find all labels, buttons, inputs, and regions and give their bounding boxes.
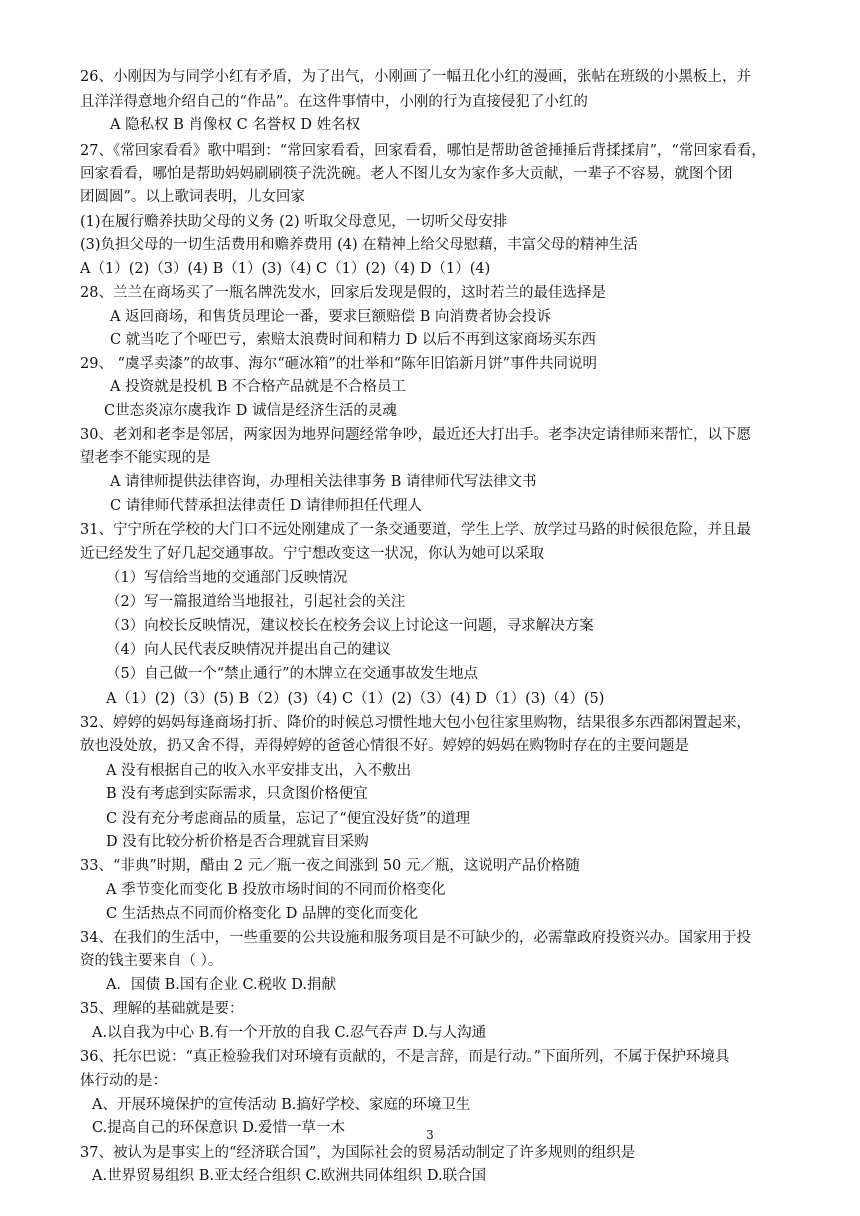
text-line: 团圆圆”。以上歌词表明，儿女回家 xyxy=(80,189,305,205)
text-line: 望老李不能实现的是 xyxy=(80,450,211,466)
text-line: A 返回商场，和售货员理论一番，要求巨额赔偿 B 向消费者协会投诉 xyxy=(110,309,551,325)
text-line: 30、老刘和老李是邻居，两家因为地界问题经常争吵，最近还大打出手。老李决定请律师来帮忙，以下愿 xyxy=(80,427,751,443)
text-line: A 投资就是投机 B 不合格产品就是不合格员工 xyxy=(110,379,406,395)
text-line: 26、小刚因为与同学小红有矛盾，为了出气，小刚画了一幅丑化小红的漫画，张帖在班级的小黑板上，并 xyxy=(80,69,751,85)
text-line: （4）向人民代表反映情况并提出自己的建议 xyxy=(106,642,391,658)
text-line: C 就当吃了个哑巴亏，索赔太浪费时间和精力 D 以后不再到这家商场买东西 xyxy=(110,332,597,348)
text-line: 33、“非典”时期，醋由 2 元／瓶一夜之间涨到 50 元／瓶，这说明产品价格随 xyxy=(80,858,580,874)
text-line: 资的钱主要来自（ ）。 xyxy=(80,953,223,969)
text-line: D 没有比较分析价格是否合理就盲目采购 xyxy=(106,834,369,850)
text-line: 近已经发生了好几起交通事故。宁宁想改变这一状况，你认为她可以采取 xyxy=(80,546,544,562)
text-line: 36、托尔巴说：“真正检验我们对环境有贡献的，不是言辞，而是行动。”下面所列，不属于保护环境具 xyxy=(80,1049,730,1065)
text-line: A、开展环境保护的宣传活动 B.搞好学校、家庭的环境卫生 xyxy=(92,1097,471,1113)
text-line: C 请律师代替承担法律责任 D 请律师担任代理人 xyxy=(110,498,423,514)
text-line: A.以自我为中心 B.有一个开放的自我 C.忍气吞声 D.与人沟通 xyxy=(92,1025,487,1041)
text-line: 27、《常回家看看》歌中唱到：“常回家看看，回家看看，哪怕是帮助爸爸捶捶后背揉揉肩”，“常回家看看， xyxy=(80,143,766,159)
text-line: (3)负担父母的一切生活费用和赡养费用 (4) 在精神上给父母慰藉，丰富父母的精神生活 xyxy=(80,237,638,253)
text-line: （5）自己做一个“禁止通行”的木牌立在交通事故发生地点 xyxy=(106,666,479,682)
text-line: C 生活热点不同而价格变化 D 品牌的变化而变化 xyxy=(106,906,419,922)
text-line: （3）向校长反映情况，建议校长在校务会议上讨论这一问题，寻求解决方案 xyxy=(106,618,594,634)
text-line: C.提高自己的环保意识 D.爱惜一草一木 xyxy=(92,1120,346,1136)
text-line: A 季节变化而变化 B 投放市场时间的不同而价格变化 xyxy=(106,882,446,898)
text-line: A 没有根据自己的收入水平安排支出，入不敷出 xyxy=(106,763,412,779)
text-line: A．国债 B.国有企业 C.税收 D.捐献 xyxy=(106,977,336,993)
text-line: A.世界贸易组织 B.亚太经合组织 C.欧洲共同体组织 D.联合国 xyxy=(92,1168,487,1184)
text-line: 体行动的是： xyxy=(80,1073,167,1089)
text-line: 37、被认为是事实上的“经济联合国”，为国际社会的贸易活动制定了许多规则的组织是 xyxy=(80,1145,636,1161)
text-line: 29、 “虞孚卖漆”的故事、海尔“砸冰箱”的壮举和“陈年旧馅新月饼”事件共同说明 xyxy=(80,356,598,372)
page-number: 3 xyxy=(426,1128,434,1142)
text-line: A 隐私权 B 肖像权 C 名誉权 D 姓名权 xyxy=(110,117,361,133)
text-line: A 请律师提供法律咨询，办理相关法律事务 B 请律师代写法律文书 xyxy=(110,474,537,490)
text-line: 34、在我们的生活中，一些重要的公共设施和服务项目是不可缺少的，必需靠政府投资兴办。国家用于投 xyxy=(80,930,751,946)
text-line: C 没有充分考虑商品的质量，忘记了“便宜没好货”的道理 xyxy=(106,811,471,827)
text-line: (1)在履行赡养扶助父母的义务 (2) 听取父母意见，一切听父母安排 xyxy=(80,214,508,230)
text-line: （2）写一篇报道给当地报社，引起社会的关注 xyxy=(106,594,406,610)
text-line: 放也没处放，扔又舍不得，弄得婷婷的爸爸心情很不好。婷婷的妈妈在购物时存在的主要问题是 xyxy=(80,738,689,754)
text-line: A（1）(2)（3）(5) B（2）(3)（4) C（1）(2)（3）(4) D（1）(3)（4）(5) xyxy=(106,691,605,707)
text-line: 回家看看，哪怕是帮助妈妈刷刷筷子洗洗碗。老人不图儿女为家作多大贡献，一辈子不容易，就图个团 xyxy=(80,166,733,182)
text-line: 31、宁宁所在学校的大门口不远处刚建成了一条交通要道，学生上学、放学过马路的时候很危险，并且最 xyxy=(80,522,751,538)
text-line: （1）写信给当地的交通部门反映情况 xyxy=(106,570,348,586)
text-line: 32、婷婷的妈妈每逢商场打折、降价的时候总习惯性地大包小包往家里购物，结果很多东西都闲置起来， xyxy=(80,715,751,731)
text-line: B 没有考虑到实际需求，只贪图价格便宜 xyxy=(106,786,368,802)
text-line: A（1）(2)（3）(4) B（1）(3)（4) C（1）(2)（4) D（1）(4) xyxy=(80,261,491,277)
text-line: 35、理解的基础就是要： xyxy=(80,1001,244,1017)
text-line: 且洋洋得意地介绍自己的“作品”。在这件事情中，小刚的行为直接侵犯了小红的 xyxy=(80,94,588,110)
text-line: 28、兰兰在商场买了一瓶名牌洗发水，回家后发现是假的，这时若兰的最佳选择是 xyxy=(80,285,606,301)
text-line: C世态炎凉尔虞我诈 D 诚信是经济生活的灵魂 xyxy=(104,403,397,419)
